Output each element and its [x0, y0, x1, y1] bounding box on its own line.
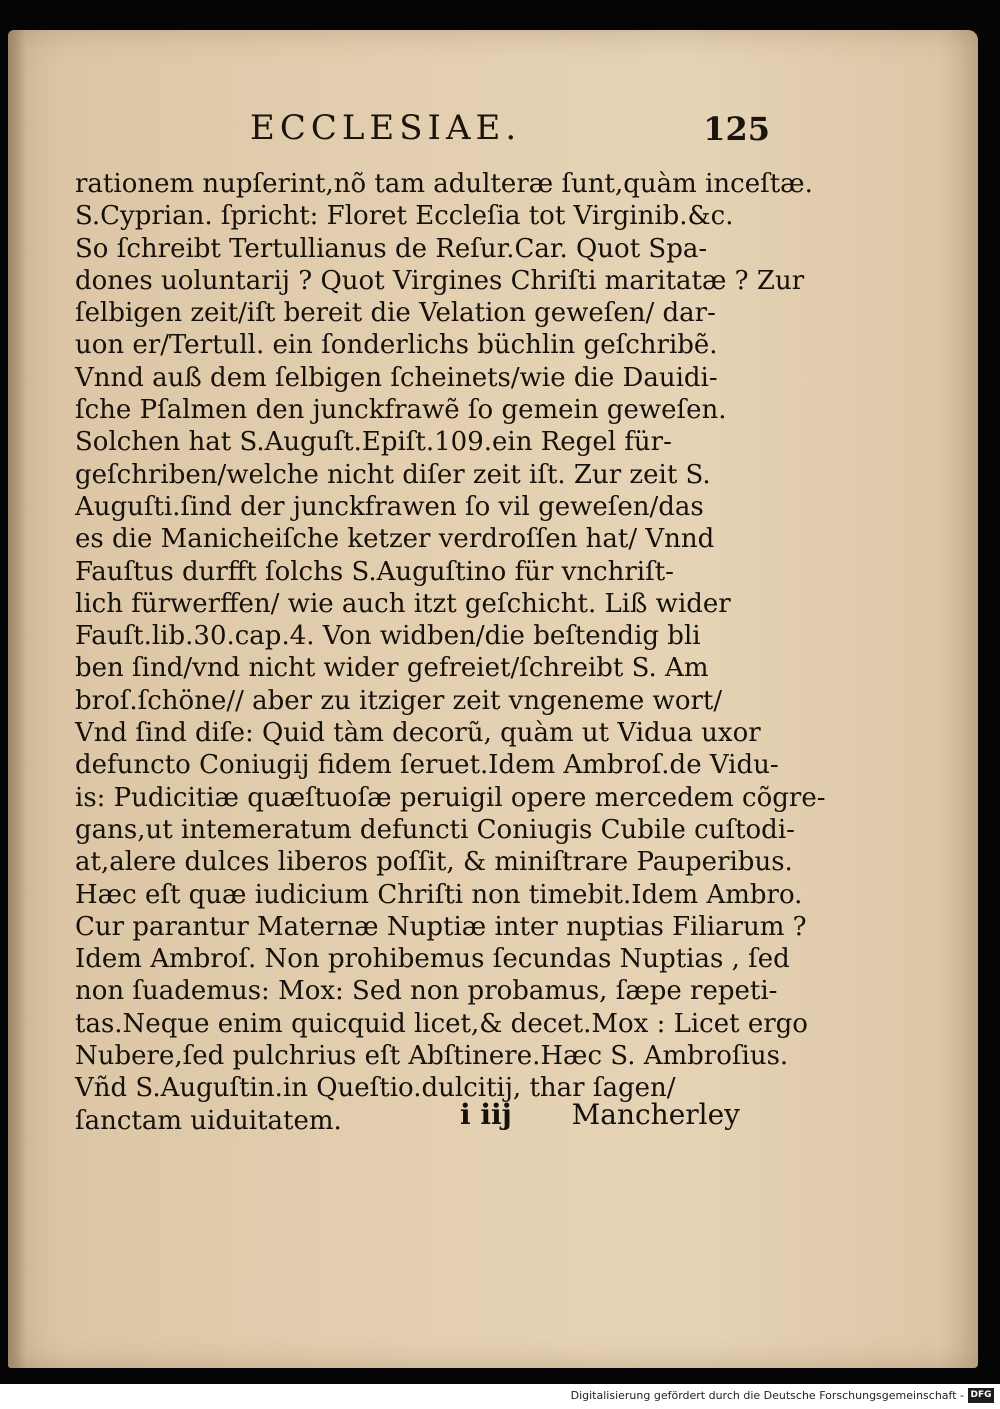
text-line: es die Manicheiſche ketzer verdroſſen hat/ Vnnd [75, 524, 715, 555]
text-line: Fauſtus durfft ſolchs S.Auguſtino für vnchriſt- [75, 556, 674, 587]
text-line: Vñd S.Auguſtin.in Queſtio.dulcitij, thar ſagen/ [75, 1073, 676, 1104]
signature-mark: i iij [460, 1098, 512, 1131]
body-text [75, 168, 826, 1137]
text-line: geſchriben/welche nicht diſer zeit iſt. Zur zeit S. [75, 459, 711, 490]
digitization-footer [0, 1384, 1000, 1409]
page-foot [460, 1098, 740, 1138]
running-title: ECCLESIAE. [250, 108, 522, 148]
text-line: Hæc eſt quæ iudicium Chriſti non timebit.Idem Ambro. [75, 879, 803, 910]
text-line: ſelbigen zeit/iſt bereit die Velation geweſen/ dar- [75, 298, 716, 329]
text-line: broſ.ſchöne// aber zu itziger zeit vngeneme wort/ [75, 685, 723, 716]
text-line: S.Cyprian. ſpricht: Floret Eccleſia tot Virginib.&c. [75, 201, 734, 232]
text-line: Cur parantur Maternæ Nuptiæ inter nuptias Filiarum ? [75, 911, 807, 942]
text-line: ſche Pſalmen den junckfrawẽ ſo gemein geweſen. [75, 395, 727, 426]
text-line: at,alere dulces liberos poſſit, & miniſtrare Pauperibus. [75, 847, 793, 878]
text-line: Idem Ambroſ. Non prohibemus ſecundas Nuptias , ſed [75, 944, 790, 975]
catchword: Mancherley [571, 1098, 740, 1131]
text-line: gans,ut intemeratum defuncti Coniugis Cubile cuſtodi- [75, 814, 795, 845]
text-line: ben ſind/vnd nicht wider gefreiet/ſchreibt S. Am [75, 653, 709, 684]
text-line: Fauſt.lib.30.cap.4. Von widben/die beſtendig bli [75, 621, 701, 652]
text-line: non ſuademus: Mox: Sed non probamus, ſæpe repeti- [75, 976, 778, 1007]
dfg-logo: DFG [968, 1388, 994, 1403]
page-header [250, 108, 770, 158]
page-number: 125 [703, 110, 770, 148]
text-line: Vnd ſind diſe: Quid tàm decorũ, quàm ut Vidua uxor [75, 718, 761, 749]
text-line: ſanctam uiduitatem. [75, 1105, 342, 1136]
text-line: Nubere,ſed pulchrius eſt Abſtinere.Hæc S. Ambroſius. [75, 1041, 789, 1072]
text-line: Auguſti.ſind der junckfrawen ſo vil geweſen/das [75, 491, 704, 522]
page-gutter-shadow [8, 30, 26, 1368]
text-line: dones uoluntarij ? Quot Virgines Chriſti maritatæ ? Zur [75, 265, 805, 296]
footer-credit: Digitalisierung gefördert durch die Deutsche Forschungsgemeinschaft - [570, 1389, 964, 1402]
text-line: Solchen hat S.Auguſt.Epiſt.109.ein Regel für- [75, 427, 672, 458]
text-line: So ſchreibt Tertullianus de Reſur.Car. Quot Spa- [75, 233, 708, 264]
text-line: defuncto Coniugij fidem ſeruet.Idem Ambroſ.de Vidu- [75, 750, 779, 781]
text-line: is: Pudicitiæ quæſtuoſæ peruigil opere mercedem cõgre- [75, 782, 826, 813]
text-line: tas.Neque enim quicquid licet,& decet.Mox : Licet ergo [75, 1008, 808, 1039]
text-line: Vnnd auß dem ſelbigen ſcheinets/wie die Dauidi- [75, 362, 718, 393]
text-line: lich fürwerffen/ wie auch itzt geſchicht. Liß wider [75, 588, 731, 619]
text-line: uon er/Tertull. ein ſonderlichs büchlin geſchribẽ. [75, 330, 718, 361]
text-line: rationem nupſerint,nõ tam adulteræ ſunt,quàm inceſtæ. [75, 169, 813, 199]
